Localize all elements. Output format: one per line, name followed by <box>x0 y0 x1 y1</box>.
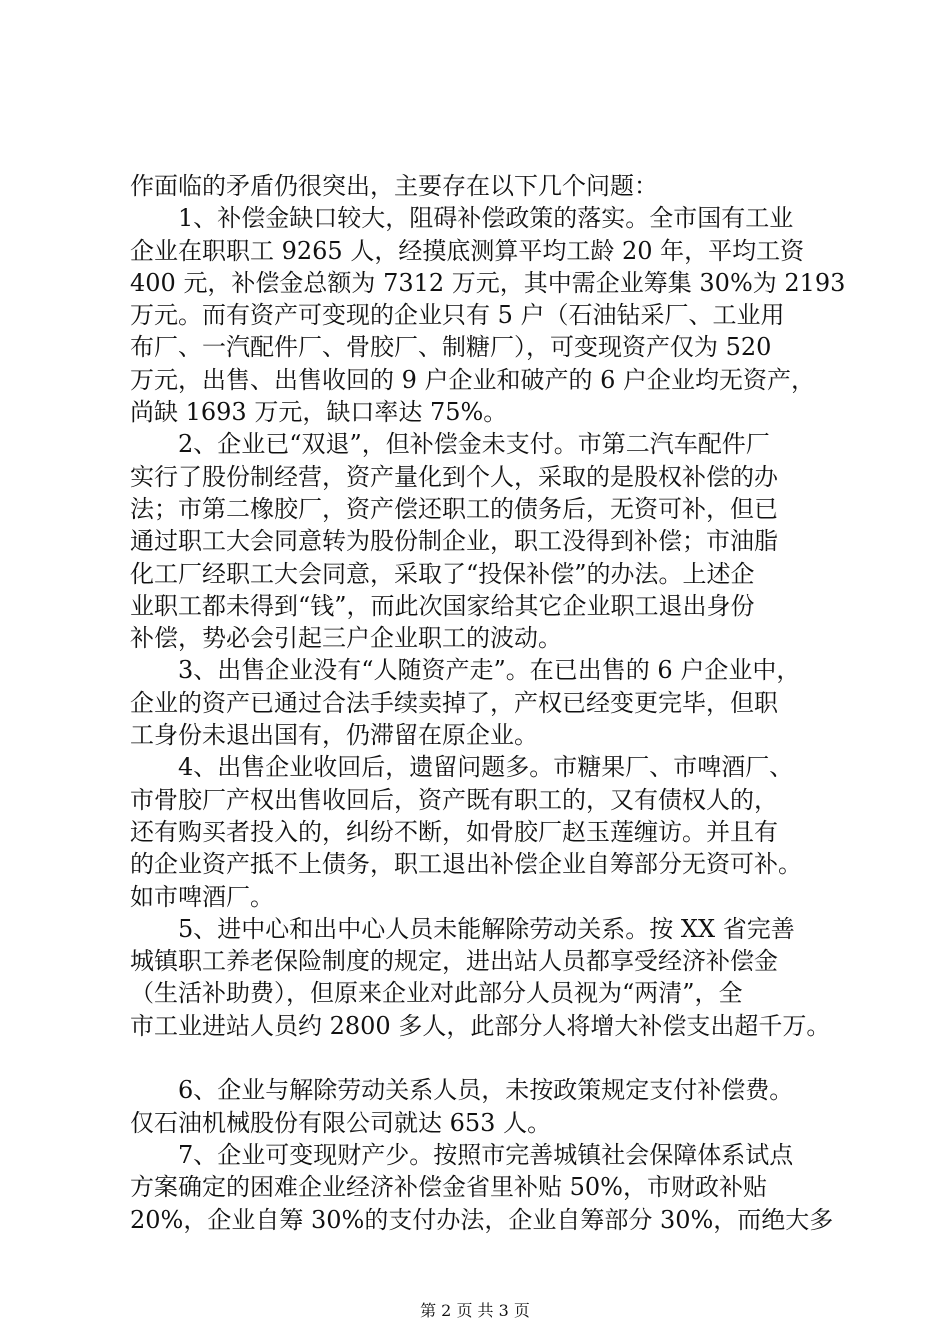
blank-line <box>130 1042 830 1074</box>
body-text <box>130 170 846 1236</box>
text-line: 实行了股份制经营，资产量化到个人，采取的是股权补偿的办 <box>130 462 778 491</box>
page-footer: 第 2 页 共 3 页 <box>420 1301 530 1320</box>
text-line: 3、出售企业没有“人随资产走”。在已出售的 6 户企业中， <box>130 656 801 685</box>
text-line: 城镇职工养老保险制度的规定，进出站人员都享受经济补偿金 <box>130 947 778 976</box>
text-line: 布厂、一汽配件厂、骨胶厂、制糖厂），可变现资产仅为 520 <box>130 333 772 362</box>
text-line: 万元。而有资产可变现的企业只有 5 户（石油钻采厂、工业用 <box>130 301 785 330</box>
text-line: 作面临的矛盾仍很突出，主要存在以下几个问题： <box>130 172 658 200</box>
text-line: 市骨胶厂产权出售收回后，资产既有职工的，又有债权人的， <box>130 785 778 814</box>
text-line: 法；市第二橡胶厂，资产偿还职工的债务后，无资可补，但已 <box>130 494 778 523</box>
text-line: 通过职工大会同意转为股份制企业，职工没得到补偿；市油脂 <box>130 527 778 556</box>
text-line: 的企业资产抵不上债务，职工退出补偿企业自筹部分无资可补。 <box>130 850 802 879</box>
text-line: 还有购买者投入的，纠纷不断，如骨胶厂赵玉莲缠访。并且有 <box>130 817 778 846</box>
text-line: 市工业进站人员约 2800 多人，此部分人将增大补偿支出超千万。 <box>130 1011 831 1040</box>
text-line: 仅石油机械股份有限公司就达 653 人。 <box>130 1108 552 1137</box>
text-line: 1、补偿金缺口较大，阻碍补偿政策的落实。全市国有工业 <box>130 204 794 233</box>
text-line: 企业在职职工 9265 人，经摸底测算平均工龄 20 年，平均工资 <box>130 236 805 265</box>
text-line: 补偿，势必会引起三户企业职工的波动。 <box>130 624 562 653</box>
text-line: 5、进中心和出中心人员未能解除劳动关系。按 XX 省完善 <box>130 914 795 943</box>
text-line: 4、出售企业收回后，遗留问题多。市糖果厂、市啤酒厂、 <box>130 753 794 782</box>
text-line: 7、企业可变现财产少。按照市完善城镇社会保障体系试点 <box>130 1140 794 1169</box>
text-line: 400 元，补偿金总额为 7312 万元，其中需企业筹集 30%为 2193 <box>130 268 846 297</box>
text-line: 尚缺 1693 万元，缺口率达 75%。 <box>130 398 508 427</box>
text-line: 化工厂经职工大会同意，采取了“投保补偿”的办法。上述企 <box>130 559 755 588</box>
text-line: 方案确定的困难企业经济补偿金省里补贴 50%，市财政补贴 <box>130 1173 767 1202</box>
text-line: 企业的资产已通过合法手续卖掉了，产权已经变更完毕，但职 <box>130 688 778 717</box>
text-line: 万元，出售、出售收回的 9 户企业和破产的 6 户企业均无资产， <box>130 365 816 394</box>
text-line: 如市啤酒厂。 <box>130 882 274 911</box>
text-line: 6、企业与解除劳动关系人员，未按政策规定支付补偿费。 <box>130 1076 794 1105</box>
text-line: 工身份未退出国有，仍滞留在原企业。 <box>130 721 538 750</box>
text-line: （生活补助费），但原来企业对此部分人员视为“两清”，全 <box>130 979 743 1008</box>
text-line: 2、企业已“双退”，但补偿金未支付。市第二汽车配件厂 <box>130 430 770 459</box>
text-line: 业职工都未得到“钱”，而此次国家给其它企业职工退出身份 <box>130 591 755 620</box>
text-line: 20%，企业自筹 30%的支付办法，企业自筹部分 30%，而绝大多 <box>130 1205 834 1234</box>
